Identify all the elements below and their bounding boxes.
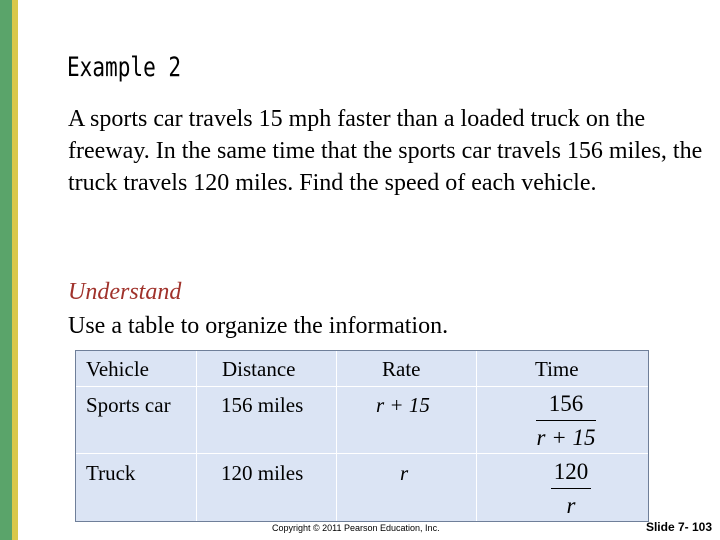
- fraction-bar: [536, 420, 596, 421]
- left-accent-stripe: [12, 0, 18, 540]
- cell-vehicle-sports-car: Sports car: [86, 393, 171, 417]
- cell-distance-truck: 120 miles: [221, 461, 304, 485]
- time-denominator: r + 15: [536, 425, 596, 450]
- table-divider: [336, 351, 337, 521]
- table-divider: [76, 453, 648, 454]
- header-distance: Distance: [222, 357, 296, 381]
- cell-vehicle-truck: Truck: [86, 461, 136, 485]
- cell-rate-sports-car: r + 15: [376, 393, 430, 417]
- table-divider: [196, 351, 197, 521]
- fraction-bar: [551, 488, 591, 489]
- time-numerator: 156: [548, 391, 584, 416]
- slide-title: Example 2: [67, 52, 182, 83]
- problem-text: A sports car travels 15 mph faster than a loaded truck on the freeway. In the same time that the sports car travels 156 miles, the truck travels 120 miles. Find the speed of each vehicle.: [68, 106, 703, 196]
- header-rate: Rate: [382, 357, 421, 381]
- instruction-text: Use a table to organize the information.: [68, 313, 449, 339]
- left-accent-bar: [0, 0, 12, 540]
- slide-number: Slide 7- 103: [645, 520, 712, 534]
- understand-label: Understand: [68, 279, 182, 305]
- table-divider: [76, 386, 648, 387]
- copyright-text: Copyright © 2011 Pearson Education, Inc.: [272, 523, 440, 533]
- cell-time-sports-car: [536, 391, 596, 451]
- time-denominator: r: [566, 493, 576, 518]
- info-table: [75, 350, 649, 522]
- time-numerator: 120: [553, 459, 589, 484]
- header-vehicle: Vehicle: [86, 357, 149, 381]
- cell-rate-truck: r: [400, 461, 409, 485]
- cell-distance-sports-car: 156 miles: [221, 393, 304, 417]
- table-divider: [476, 351, 477, 521]
- cell-time-truck: [551, 459, 591, 519]
- header-time: Time: [535, 357, 579, 381]
